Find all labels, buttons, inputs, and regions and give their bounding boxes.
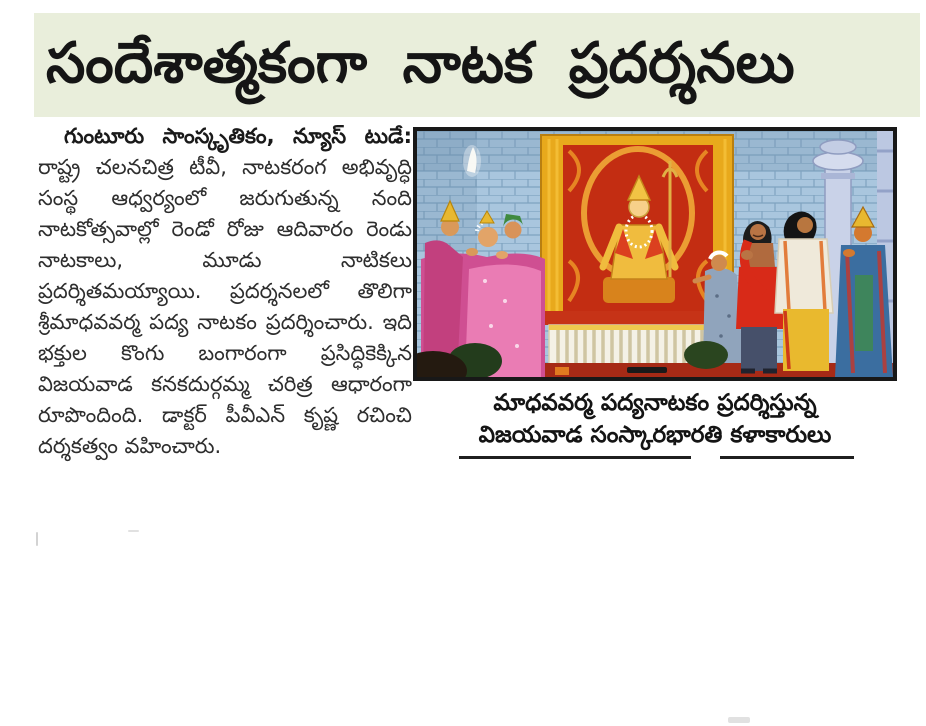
headline-text: సందేశాత్మకంగా నాటక ప్రదర్శనలు — [46, 31, 795, 96]
photo-caption-line1: మాధవవర్మ పద్యనాటకం ప్రదర్శిస్తున్న — [493, 390, 817, 416]
goddess-shrine — [541, 135, 733, 321]
caption-rule-right — [720, 456, 854, 459]
photo-caption-line2: విజయవాడ సంస్కారభారతి కళాకారులు — [478, 422, 832, 448]
performance-photo-illustration — [417, 131, 893, 377]
article-text: రాష్ట్ర చలనచిత్ర టీవీ, నాటకరంగ అభివృద్ధి సంస్థ ఆధ్వర్యంలో జరుగుతున్న నంది నాటకోత్సవాల్లో రెండో రోజు ఆదివారం రెండు నాటకాలు, మూడు నాటికలు ప్రదర్శితమయ్యాయి. ప్రదర్శనలలో తొలిగా శ్రీమాధవవర్మ పద్య నాటకం ప్రదర్శించారు. ఇది భక్తుల కొంగు బంగారంగా ప్రసిద్ధికెక్కిన విజయవాడ కనకదుర్గమ్మ చరిత్ర ఆధారంగా రూపొందింది. డాక్టర్ పీవీఎన్ కృష్ణ రచించి దర్శకత్వం వహించారు. — [38, 155, 412, 458]
article-dateline: గుంటూరు సాంస్కృతికం, న్యూస్ టుడే: — [64, 124, 412, 148]
scan-artifact — [728, 717, 750, 723]
headline-band — [34, 13, 920, 117]
article-body — [38, 121, 412, 462]
performance-photo — [413, 127, 897, 381]
scan-artifact — [128, 530, 139, 532]
scan-artifact — [36, 532, 38, 546]
photo-caption — [413, 387, 897, 451]
photo-figure — [413, 127, 897, 451]
caption-rule-left — [459, 456, 691, 459]
